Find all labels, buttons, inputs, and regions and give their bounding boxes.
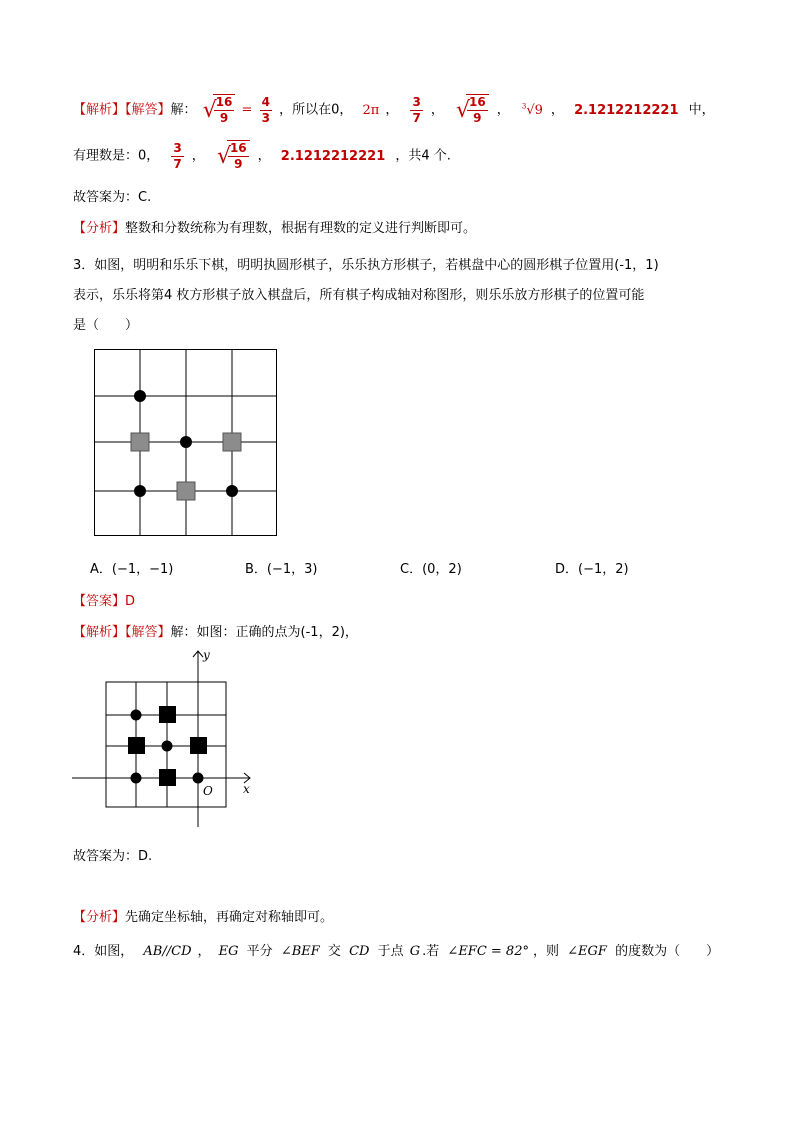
q4-tail: 的度数为（ ） [615, 944, 720, 959]
question-3-line-2: 表示，乐乐将第4 枚方形棋子放入棋盘后，所有棋子构成轴对称图形，则乐乐放方形棋子的位置可能 [73, 288, 645, 303]
answer-value: D [125, 594, 136, 609]
two-pi: 2π [362, 102, 380, 118]
option-d[interactable]: D．(−1，2) [555, 562, 629, 577]
tag-jiexi-2: 【解析】 [73, 625, 126, 640]
question-4-line: 4．如图， AB//CD ， EG 平分 ∠BEF 交 CD 于点 G .若 ∠EFC = 82° ，则 ∠EGF 的度数为（ ） [73, 944, 720, 959]
fraction-4-3: $\frac{4}{3}$ [261, 94, 270, 125]
analysis-text: 整数和分数统称为有理数，根据有理数的定义进行判断即可。 [125, 221, 477, 236]
decimal-value: 2.1212212221 [574, 102, 679, 118]
q4-cd: CD [349, 944, 370, 959]
solution-line-1 [73, 94, 715, 126]
round-piece [180, 436, 192, 448]
solution-line-2 [73, 140, 451, 172]
coordinate-figure [68, 645, 268, 830]
analysis-line-2 [73, 906, 333, 925]
tag-jieda: 【解答】 [125, 102, 171, 118]
cube-root-9: $^3$√9 [521, 102, 543, 118]
q4-angle-bef: ∠BEF [280, 944, 320, 959]
x-axis-label: x [243, 782, 250, 796]
square-piece [190, 737, 207, 754]
decimal-value-b: 2.1212212221 [280, 148, 386, 164]
square-piece [223, 433, 241, 451]
tag-fenxi-2: 【分析】 [73, 910, 126, 925]
option-b[interactable]: B．(−1，3) [245, 562, 318, 577]
q4-ab-cd: AB//CD [143, 944, 192, 959]
q4-angle-efc: ∠EFC = 82° [447, 944, 529, 959]
tag-jieda-2: 【解答】 [125, 625, 171, 640]
square-piece [177, 482, 195, 500]
round-piece [226, 485, 238, 497]
sep: ， [191, 148, 205, 164]
question-3-line-3: 是（ ） [73, 318, 139, 333]
q4-lead: 4．如图， [73, 944, 134, 959]
end-text: 中， [688, 102, 715, 118]
square-piece [128, 737, 145, 754]
sqrt-16-9: √ $\frac{16}{9}$ [203, 94, 236, 126]
round-piece [131, 710, 142, 721]
square-piece [159, 769, 176, 786]
origin-label: O [203, 784, 213, 798]
analysis-line-1 [73, 217, 476, 236]
sep: ， [550, 102, 564, 118]
mid-text: ，所以在0， [279, 102, 353, 118]
sqrt-16-9-c: √ $\frac{16}{9}$ [217, 140, 250, 172]
square-piece [159, 706, 176, 723]
chess-board-figure [92, 347, 282, 541]
q4-jiao: 交 [327, 944, 341, 959]
round-piece [134, 485, 146, 497]
q4-ze: ，则 [532, 944, 559, 959]
solution-3-text: 解：如图：正确的点为(-1，2)， [170, 625, 358, 640]
round-piece [193, 773, 204, 784]
question-3-line-1: 3．如图，明明和乐乐下棋，明明执圆形棋子，乐乐执方形棋子，若棋盘中心的圆形棋子位置用(-1，1) [73, 258, 659, 273]
q4-bisect: 平分 [246, 944, 273, 959]
jie-label: 解： [170, 102, 197, 118]
q4-angle-egf: ∠EGF [567, 944, 607, 959]
sep: ， [257, 148, 271, 164]
tag-jiexi: 【解析】 [73, 102, 126, 118]
option-a[interactable]: A．(−1，−1) [90, 562, 174, 577]
rational-lead: 有理数是：0， [73, 148, 160, 164]
rational-end: ，共4 个. [395, 148, 451, 164]
tag-daan: 【答案】 [73, 594, 126, 609]
round-piece [134, 390, 146, 402]
q4-ruo: .若 [422, 944, 440, 959]
fraction-3-7-b: $\frac{3}{7}$ [173, 140, 182, 171]
option-c[interactable]: C．(0，2) [400, 562, 462, 577]
answer-tag-line [73, 590, 135, 609]
q4-g: G [409, 944, 421, 959]
q4-yudian: 于点 [377, 944, 404, 959]
analysis-2-text: 先确定坐标轴，再确定对称轴即可。 [125, 910, 334, 925]
round-piece [162, 741, 173, 752]
sep: ， [430, 102, 444, 118]
y-axis-label: y [203, 648, 210, 662]
sqrt-16-9-b: √ $\frac{16}{9}$ [456, 94, 489, 126]
q4-eg: EG [218, 944, 239, 959]
sep: ， [385, 102, 399, 118]
tag-fenxi: 【分析】 [73, 221, 126, 236]
answer-line-2: 故答案为：D. [73, 849, 153, 864]
equals-sign: = [241, 102, 253, 118]
fraction-3-7: $\frac{3}{7}$ [412, 94, 421, 125]
round-piece [131, 773, 142, 784]
sep: ， [496, 102, 510, 118]
square-piece [131, 433, 149, 451]
solution-3-line [73, 621, 358, 640]
answer-line-1: 故答案为：C. [73, 190, 152, 205]
